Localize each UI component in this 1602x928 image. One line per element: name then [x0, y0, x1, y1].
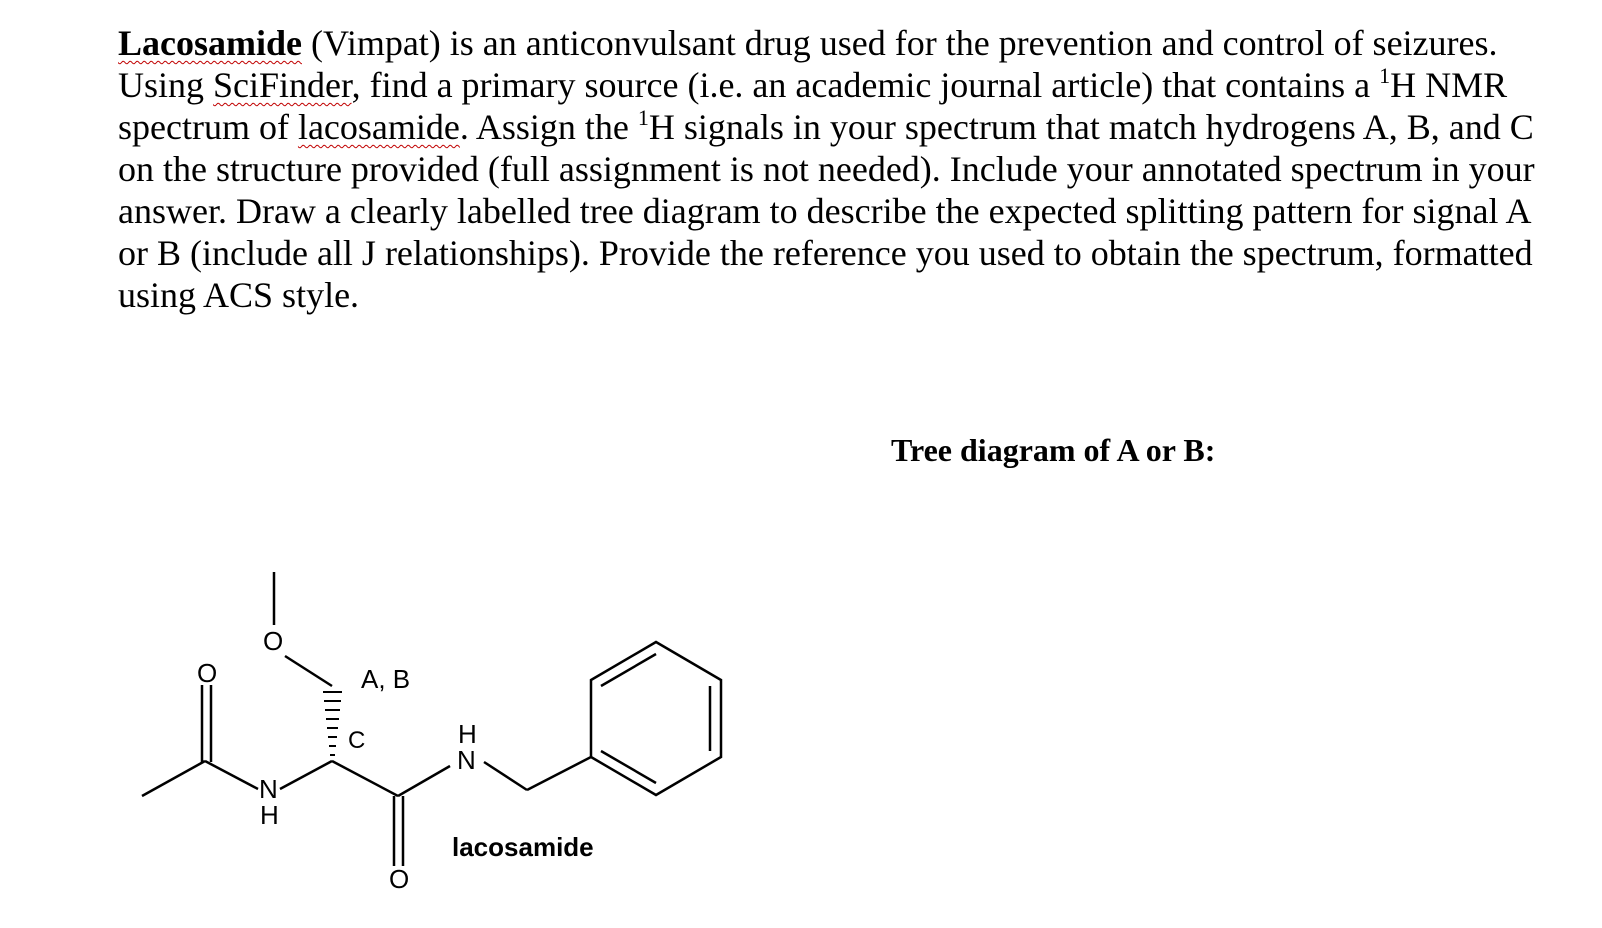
hashed-wedge-bond — [323, 692, 342, 755]
drug-name: Lacosamide — [118, 23, 302, 63]
atom-labels — [197, 626, 477, 894]
amide-oxygen-label: O — [389, 864, 410, 894]
n-to-alpha-bond — [280, 761, 332, 789]
acetyl-to-n-bond — [205, 761, 258, 789]
lacosamide-word: lacosamide — [297, 107, 460, 147]
question-part-4: . Assign the — [459, 107, 638, 147]
label-c: C — [348, 727, 366, 754]
amide-c-to-n-bond — [398, 766, 450, 796]
right-nitrogen-label: N — [457, 745, 476, 775]
question-part-2: , find a primary source (i.e. an academic journal article) that contains a — [351, 65, 1380, 105]
structure-caption: lacosamide — [452, 832, 594, 862]
left-hydrogen-label: H — [260, 800, 279, 830]
ch2-to-phenyl-bond — [527, 757, 591, 790]
question-part-5: H signals in your spectrum that match hydrogens A, B, and C on the structure provided (full assignment is not needed). Include your annotated spectrum in your answer. Draw a clearly labelled tree diagram to describe the expected splitting pattern for signal A or B (include all J relationships). Provide the reference you used to obtain the spectrum, formatted using ACS style. — [118, 107, 1535, 315]
phenyl-ring — [591, 642, 721, 795]
question-part-3: H NMR spectrum of — [118, 65, 1508, 147]
ch2-to-o-bond — [285, 656, 332, 686]
scifinder-word: SciFinder — [213, 65, 352, 105]
ether-oxygen-label: O — [263, 626, 284, 656]
label-a-b: A, B — [361, 664, 411, 694]
left-nitrogen-label: N — [259, 774, 278, 804]
bonds — [142, 572, 591, 866]
tree-diagram-heading: Tree diagram of A or B: — [891, 432, 1216, 468]
methyl-bond — [142, 761, 205, 796]
superscript-1: 1 — [1379, 63, 1391, 88]
n-to-ch2-bond — [484, 762, 527, 790]
alpha-to-amide-bond — [332, 761, 398, 796]
superscript-2: 1 — [637, 105, 649, 130]
acetyl-oxygen-label: O — [197, 658, 218, 688]
right-hydrogen-label: H — [458, 719, 477, 749]
question-part-1: (Vimpat) is an anticonvulsant drug used for the prevention and control of seizures. Using — [118, 23, 1498, 105]
